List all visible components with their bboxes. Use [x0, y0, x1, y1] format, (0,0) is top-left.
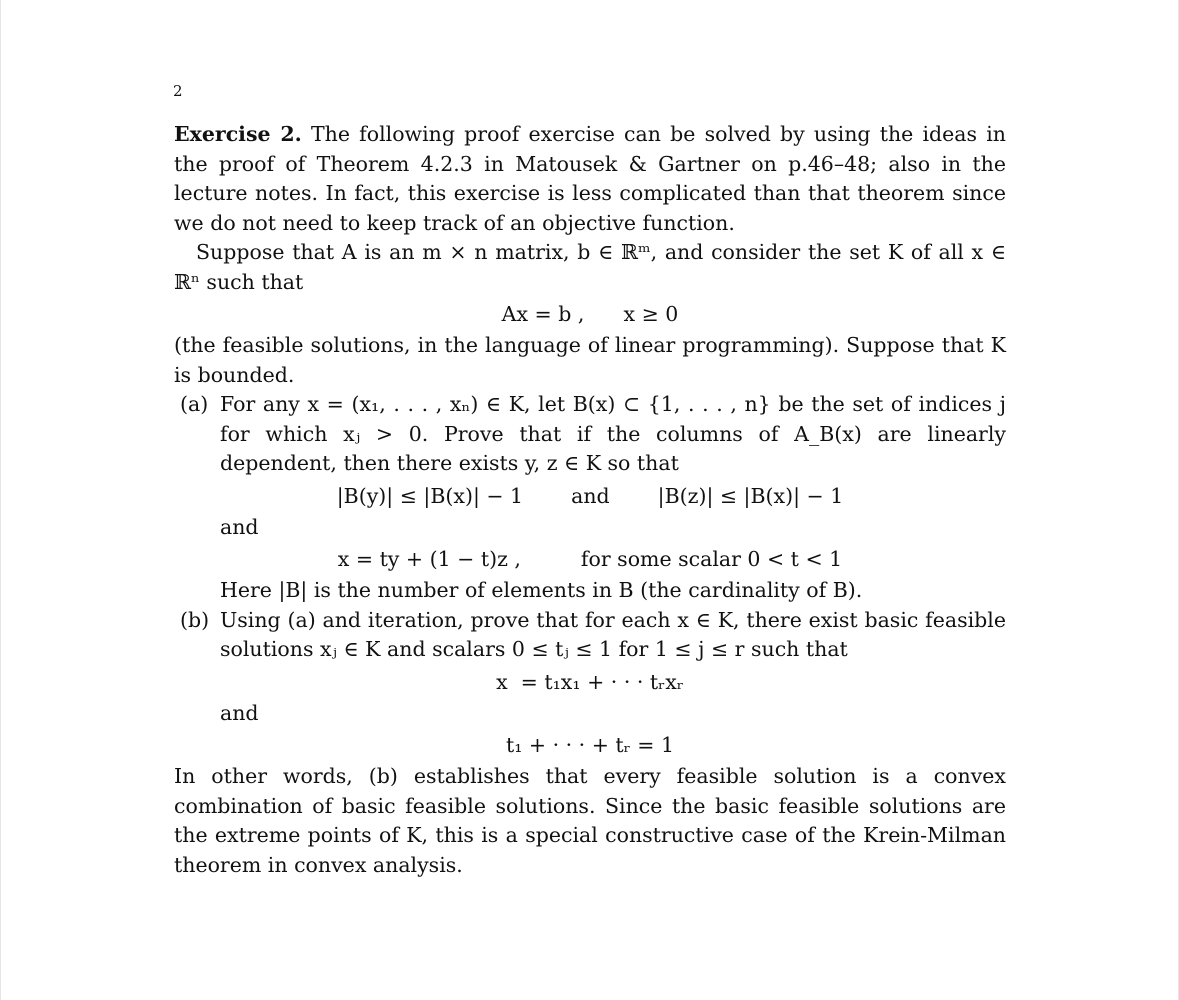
- exercise-heading: Exercise 2.: [174, 122, 302, 146]
- part-a-convex-equation: [174, 542, 1006, 576]
- intro-text: The following proof exercise can be solved by using the ideas in the proof of Theorem 4.2.3 in Matousek & Gartner on p.46–48; also in the lecture notes. In fact, this exercise is less complicated than that theorem since we do not need to keep track of an objective function.: [174, 122, 1006, 235]
- feasible-note: (the feasible solutions, in the language of linear programming). Suppose that K is bounded.: [174, 333, 1006, 387]
- eq-convex: x = ty + (1 − t)z ,: [337, 547, 521, 571]
- page-number: 2: [173, 82, 183, 100]
- conclusion-paragraph: In other words, (b) establishes that every feasible solution is a convex combination of basic feasible solutions. Since the basic feasible solutions are the extreme points of K, this is a special constructive case of the Krein-Milman theorem in convex analysis.: [174, 764, 1006, 877]
- part-b: [180, 606, 1006, 763]
- cardinality-note: Here |B| is the number of elements in B (the cardinality of B).: [220, 578, 863, 602]
- part-b-sum-equation: t₁ + · · · + tᵣ = 1: [505, 733, 675, 757]
- part-a-cardinality-equation: [174, 479, 1006, 513]
- exercise-body: [174, 120, 1006, 880]
- part-b-label: (b): [180, 607, 210, 632]
- part-b-combination-equation: x = t₁x₁ + · · · tᵣxᵣ: [496, 669, 684, 694]
- parts-list: [180, 390, 1006, 762]
- eq-right: |B(z)| ≤ |B(x)| − 1: [657, 483, 844, 508]
- feasibility-equation: Ax = b , x ≥ 0: [501, 302, 679, 326]
- part-a-label: (a): [180, 392, 209, 416]
- part-b-and: and: [220, 700, 259, 725]
- part-a-and: and: [220, 514, 259, 539]
- part-b-text: Using (a) and iteration, prove that for each x ∈ K, there exist basic feasible solutions xⱼ ∈ K and scalars 0 ≤ tⱼ ≤ 1 for 1 ≤ j ≤ r such that: [220, 607, 1006, 661]
- part-a: [180, 390, 1006, 606]
- part-a-text: For any x = (x₁, . . . , xₙ) ∈ K, let B(x) ⊂ {1, . . . , n} be the set of indices j for which xⱼ > 0. Prove that if the columns of A_B(x) are linearly dependent, then there exists y, z ∈ K so that: [220, 392, 1006, 475]
- eq-convex-note: for some scalar 0 < t < 1: [580, 547, 843, 571]
- setup-paragraph: Suppose that A is an m × n matrix, b ∈ ℝᵐ, and consider the set K of all x ∈ ℝⁿ such that: [174, 240, 1006, 294]
- eq-and: and: [571, 483, 610, 508]
- eq-left: |B(y)| ≤ |B(x)| − 1: [336, 483, 524, 508]
- intro-paragraph: [174, 120, 1006, 238]
